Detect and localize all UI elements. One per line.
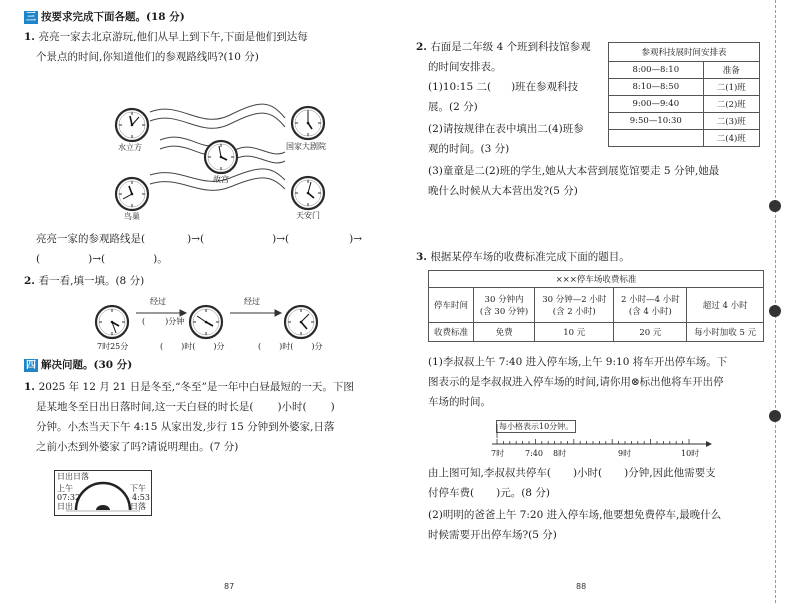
fee-f2: 10 元 — [535, 323, 614, 342]
q2-jingguo-1: 经过 — [150, 297, 166, 306]
section-3-title: 按要求完成下面各题。(18 分) — [41, 11, 185, 23]
fee-f4: 每小时加收 5 元 — [687, 323, 764, 342]
rq2-line8: 晚什么时候从大本营出发?(5 分) — [428, 185, 578, 197]
tick-7: 7时 — [491, 449, 505, 458]
label-shuilifang: 水立方 — [118, 143, 142, 152]
fee-f3: 20 元 — [614, 323, 687, 342]
sched-r1-time: 8:00—8:10 — [609, 62, 704, 79]
tick-10: 10时 — [681, 449, 700, 458]
q2-start-time: 7时25分 — [97, 342, 129, 351]
sunrise-label: 日出 — [57, 502, 73, 511]
rq2-line6: 观的时间。(3 分) — [428, 143, 510, 155]
q1-route-line2: ( )→( )。 — [36, 253, 168, 265]
binding-hole-2 — [769, 305, 781, 317]
fee-h-fee: 收费标准 — [429, 323, 474, 342]
page-number-87: 87 — [224, 582, 235, 591]
sched-r3-time: 9:00—9:40 — [609, 96, 704, 113]
sched-r4-class: 二(3)班 — [703, 113, 759, 130]
fee-c1: 30 分钟内 (含 30 分钟) — [474, 288, 535, 323]
sched-r5-class: 二(4)班 — [703, 130, 759, 147]
p1-line2: 是某地冬至日出日落时间,这一天白昼的时长是( )小时( ) — [36, 401, 335, 413]
sched-r2-time: 8:10—8:50 — [609, 79, 704, 96]
q2-blank-time-1: ( )时( )分 — [160, 342, 225, 351]
rq2-line2: 的时间安排表。 — [428, 61, 502, 73]
q2-title: 2. 看一看,填一填。(8 分) — [24, 275, 145, 287]
section-4-title: 解决问题。(30 分) — [41, 359, 133, 371]
q2-jingguo-2: 经过 — [244, 297, 260, 306]
q1-line2: 个景点的时间,你知道他们的参观路线吗?(10 分) — [36, 51, 259, 63]
tick-8: 8时 — [553, 449, 567, 458]
rq3-line2: 图表示的是李叔叔进入停车场的时间,请你用⊗标出他将车开出停 — [428, 376, 724, 388]
rq2-line5: (2)请按规律在表中填出二(4)班参 — [428, 123, 584, 135]
scale-note: 每小格表示10分钟。 — [496, 420, 576, 433]
label-tiananmen: 天安门 — [296, 211, 320, 220]
fee-c3: 2 小时—4 小时 (含 4 小时) — [614, 288, 687, 323]
fee-c2: 30 分钟—2 小时 (含 2 小时) — [535, 288, 614, 323]
page-88 — [400, 0, 800, 603]
fee-c4: 超过 4 小时 — [687, 288, 764, 323]
rq2-line7: (3)童童是二(2)班的学生,她从大本营到展览馆要走 5 分钟,她最 — [428, 165, 720, 177]
sched-r3-class: 二(2)班 — [703, 96, 759, 113]
rq3-line3: 车场的时间。 — [428, 396, 491, 408]
label-guojia: 国家大剧院 — [286, 142, 326, 151]
schedule-title: 参观科技展时间安排表 — [609, 43, 760, 62]
label-niaochao: 鸟巢 — [124, 212, 140, 221]
p1-line1: 1. 2025 年 12 月 21 日是冬至,“冬至”是一年中白昼最短的一天。下图 — [24, 381, 354, 393]
label-gugong: 故宫 — [213, 175, 229, 184]
pm-label: 下午 — [130, 484, 146, 493]
sunset-label: 日落 — [130, 502, 146, 511]
sched-r4-time: 9:50—10:30 — [609, 113, 704, 130]
q2-blank-time-2: ( )时( )分 — [258, 342, 323, 351]
q1-route-line1: 亮亮一家的参观路线是( )→( )→( )→ — [36, 233, 363, 245]
am-time: 07:32 — [57, 493, 81, 502]
tick-740: 7:40 — [525, 449, 543, 458]
fee-h-time: 停车时间 — [429, 288, 474, 323]
binding-line — [775, 0, 777, 603]
rq3-line4: 由上图可知,李叔叔共停车( )小时( )分钟,因此他需要支 — [428, 467, 716, 479]
q2-blank-minutes: ( )分钟 — [142, 317, 185, 326]
rq3-line6: (2)明明的爸爸上午 7:20 进入停车场,他要想免费停车,最晚什么 — [428, 509, 722, 521]
pm-time: 4:53 — [132, 493, 150, 502]
q1-line1: 1. 亮亮一家去北京游玩,他们从早上到下午,下面是他们到达每 — [24, 31, 308, 43]
section-3-number: 三 — [26, 12, 36, 23]
binding-hole-1 — [769, 200, 781, 212]
rq3-line1: (1)李叔叔上午 7:40 进入停车场,上午 9:10 将车开出停车场。下 — [428, 356, 728, 368]
rq3-line7: 时候需要开出停车场?(5 分) — [428, 529, 557, 541]
page-number-88: 88 — [576, 582, 587, 591]
section-4-number: 四 — [26, 360, 36, 371]
binding-hole-3 — [769, 410, 781, 422]
p1-line3: 分钟。小杰当天下午 4:15 从家出发,步行 15 分钟到外婆家,日落 — [36, 421, 335, 433]
rq2-line1: 2. 右面是二年级 4 个班到科技馆参观 — [416, 41, 591, 53]
tick-9: 9时 — [618, 449, 632, 458]
rq2-line4: 展。(2 分) — [428, 101, 478, 113]
am-label: 上午 — [57, 484, 73, 493]
rq3-line5: 付停车费( )元。(8 分) — [428, 487, 550, 499]
rq3-title: 3. 根据某停车场的收费标准完成下面的题目。 — [416, 251, 630, 263]
sched-r2-class: 二(1)班 — [703, 79, 759, 96]
box-title: 日出日落 — [57, 472, 89, 481]
rq2-line3: (1)10:15 二( )班在参观科技 — [428, 81, 579, 93]
fee-table-title: ×××停车场收费标准 — [429, 271, 764, 288]
fee-f1: 免费 — [474, 323, 535, 342]
p1-line4: 之前小杰到外婆家了吗?请说明理由。(7 分) — [36, 441, 239, 453]
sched-r1-class: 准备 — [703, 62, 759, 79]
